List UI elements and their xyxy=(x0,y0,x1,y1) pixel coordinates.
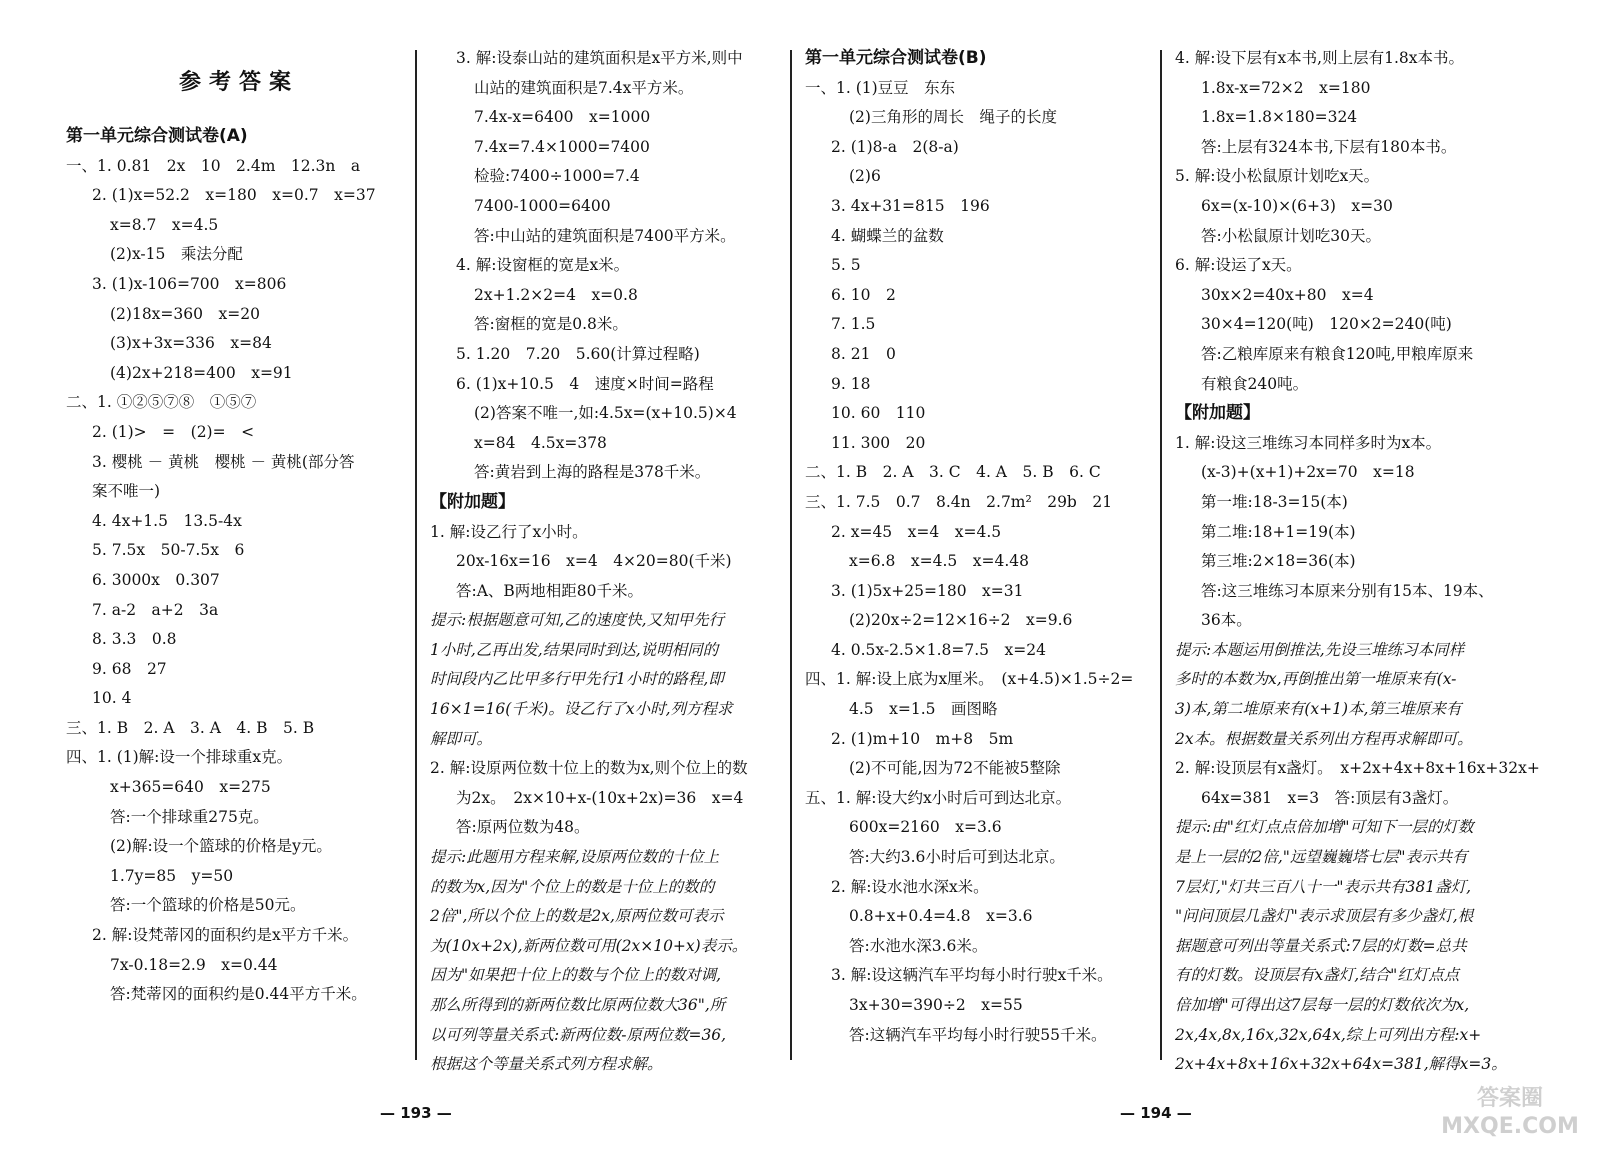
answer-line: 第三堆:2×18=36(本) xyxy=(1201,552,1356,571)
answer-line: 4. 蝴蝶兰的盆数 xyxy=(831,226,944,245)
answer-line: 3. 解:设这辆汽车平均每小时行驶x千米。 xyxy=(831,966,1113,985)
answer-line: 2. (1)m+10 m+8 5m xyxy=(831,729,1014,748)
answer-line: 6. (1)x+10.5 4 速度×时间=路程 xyxy=(456,374,714,393)
hint-line: 因为"如果把十位上的数与个位上的数对调, xyxy=(430,966,722,985)
answer-line: 答:黄岩到上海的路程是378千米。 xyxy=(474,463,711,482)
answer-line: 0.8+x+0.4=4.8 x=3.6 xyxy=(849,907,1033,926)
answer-line: 案不唯一) xyxy=(92,482,161,501)
hint-line: 2x+4x+8x+16x+32x+64x=381,解得x=3。 xyxy=(1175,1055,1507,1074)
answer-line: 5. 1.20 7.20 5.60(计算过程略) xyxy=(456,344,700,363)
hint-line: 提示:根据题意可知,乙的速度快,又知甲先行 xyxy=(430,611,725,630)
answer-line: 2. (1)x=52.2 x=180 x=0.7 x=37 xyxy=(92,186,376,205)
answer-line: (2)答案不唯一,如:4.5x=(x+10.5)×4 xyxy=(474,404,737,423)
answer-line: 2. 解:设梵蒂冈的面积约是x平方千米。 xyxy=(92,926,359,945)
answer-line: (2)x-15 乘法分配 xyxy=(110,245,243,264)
answer-line: 36本。 xyxy=(1201,611,1252,630)
answer-line: (4)2x+218=400 x=91 xyxy=(110,363,293,382)
hint-line: 以可列等量关系式:新两位数-原两位数=36, xyxy=(430,1025,727,1044)
answer-line: 二、1. ①②⑤⑦⑧ ①⑤⑦ xyxy=(66,393,257,412)
hint-line: 提示:由"红灯点点倍加增"可知下一层的灯数 xyxy=(1175,818,1474,837)
answer-line: 答:一个排球重275克。 xyxy=(110,807,269,826)
answer-line: 答:乙粮库原来有粮食120吨,甲粮库原来 xyxy=(1201,344,1474,363)
answer-line: 2. (1)8-a 2(8-a) xyxy=(831,137,959,156)
answer-line: 7. 1.5 xyxy=(831,315,876,334)
hint-line: 为(10x+2x),新两位数可用(2x×10+x)表示。 xyxy=(430,936,748,955)
answer-line: 2. (1)> = (2)= < xyxy=(92,422,255,441)
answer-line: 有粮食240吨。 xyxy=(1201,374,1309,393)
hint-line: 提示:本题运用倒推法,先设三堆练习本同样 xyxy=(1175,640,1465,659)
answer-line: 6. 10 2 xyxy=(831,285,896,304)
answer-line: 10. 60 110 xyxy=(831,404,926,423)
answer-line: 64x=381 x=3 答:顶层有3盏灯。 xyxy=(1201,788,1459,807)
answer-line: 4. 0.5x-2.5×1.8=7.5 x=24 xyxy=(831,640,1046,659)
answer-line: 第一堆:18-3=15(本) xyxy=(1201,492,1348,511)
answer-line: 答:这辆汽车平均每小时行驶55千米。 xyxy=(849,1025,1107,1044)
answer-line: 5. 7.5x 50-7.5x 6 xyxy=(92,541,245,560)
answer-line: 为2x。 2x×10+x-(10x+2x)=36 x=4 xyxy=(456,788,744,807)
answer-line: 11. 300 20 xyxy=(831,433,926,452)
section-heading: 【附加题】 xyxy=(430,491,515,512)
answer-line: 答:水池水深3.6米。 xyxy=(849,936,988,955)
answer-line: 7. a-2 a+2 3a xyxy=(92,600,219,619)
answer-line: 600x=2160 x=3.6 xyxy=(849,818,1002,837)
answer-line: 2. 解:设原两位数十位上的数为x,则个位上的数 xyxy=(430,759,748,778)
answer-line: 答:一个篮球的价格是50元。 xyxy=(110,896,306,915)
hint-line: 16×1=16(千米)。设乙行了x小时,列方程求 xyxy=(430,700,733,719)
answer-line: 1. 解:设这三堆练习本同样多时为x本。 xyxy=(1175,433,1442,452)
answer-line: 四、1. (1)解:设一个排球重x克。 xyxy=(66,748,293,767)
hint-line: 是上一层的2倍,"远望巍巍塔七层"表示共有 xyxy=(1175,848,1468,867)
answer-line: (2)解:设一个篮球的价格是y元。 xyxy=(110,837,332,856)
hint-line: 2x,4x,8x,16x,32x,64x,综上可列出方程:x+ xyxy=(1175,1025,1482,1044)
answer-line: 4. 4x+1.5 13.5-4x xyxy=(92,511,242,530)
answer-line: 8. 3.3 0.8 xyxy=(92,630,177,649)
answer-line: 4.5 x=1.5 画图略 xyxy=(849,700,998,719)
column-4 xyxy=(1175,44,1575,1080)
answer-line: 三、1. 7.5 0.7 8.4n 2.7m² 29b 21 xyxy=(805,492,1113,511)
answer-line: 30×4=120(吨) 120×2=240(吨) xyxy=(1201,315,1452,334)
answer-line: 30x×2=40x+80 x=4 xyxy=(1201,285,1374,304)
answer-line: 1. 解:设乙行了x小时。 xyxy=(430,522,588,541)
answer-line: 6. 解:设运了x天。 xyxy=(1175,256,1302,275)
answer-line: 二、1. B 2. A 3. C 4. A 5. B 6. C xyxy=(805,463,1101,482)
answer-line: 2. x=45 x=4 x=4.5 xyxy=(831,522,1002,541)
watermark-line1: 答案圈 xyxy=(1476,1086,1543,1111)
answer-line: 6. 3000x 0.307 xyxy=(92,570,220,589)
answer-line: 答:小松鼠原计划吃30天。 xyxy=(1201,226,1381,245)
page-title: 参考答案 xyxy=(178,70,299,95)
answer-line: x+365=640 x=275 xyxy=(110,778,271,797)
answer-line: (3)x+3x=336 x=84 xyxy=(110,334,272,353)
answer-line: 10. 4 xyxy=(92,689,132,708)
answer-line: 2. 解:设水池水深x米。 xyxy=(831,877,989,896)
hint-line: 提示:此题用方程来解,设原两位数的十位上 xyxy=(430,848,720,867)
answer-line: 3. 樱桃 － 黄桃 樱桃 － 黄桃(部分答 xyxy=(92,452,355,471)
answer-line: 5. 解:设小松鼠原计划吃x天。 xyxy=(1175,167,1380,186)
column-divider-center xyxy=(790,50,792,1060)
answer-line: 一、1. (1)豆豆 东东 xyxy=(805,78,956,97)
answer-line: 1.8x-x=72×2 x=180 xyxy=(1201,78,1371,97)
answer-line: 2. 解:设顶层有x盏灯。 x+2x+4x+8x+16x+32x+ xyxy=(1175,759,1540,778)
hint-line: 多时的本数为x,再倒推出第一堆原来有(x- xyxy=(1175,670,1457,689)
hint-line: 2倍",所以个位上的数是2x,原两位数可表示 xyxy=(430,907,724,926)
answer-line: 3. 4x+31=815 196 xyxy=(831,196,990,215)
answer-line: 1.7y=85 y=50 xyxy=(110,866,234,885)
answer-line: 检验:7400÷1000=7.4 xyxy=(474,167,640,186)
answer-line: 答:窗框的宽是0.8米。 xyxy=(474,315,628,334)
answer-line: 1.8x=1.8×180=324 xyxy=(1201,108,1358,127)
answer-line: 一、1. 0.81 2x 10 2.4m 12.3n a xyxy=(66,156,361,175)
answer-line: x=8.7 x=4.5 xyxy=(110,215,219,234)
answer-line: 6x=(x-10)×(6+3) x=30 xyxy=(1201,196,1393,215)
answer-line: 答:这三堆练习本原来分别有15本、19本、 xyxy=(1201,581,1494,600)
column-3 xyxy=(805,44,1155,1050)
answer-line: 四、1. 解:设上底为x厘米。 (x+4.5)×1.5÷2= xyxy=(805,670,1134,689)
hint-line: 那么所得到的新两位数比原两位数大36",所 xyxy=(430,996,726,1014)
watermark-line2: MXQE.COM xyxy=(1441,1114,1579,1139)
answer-line: 3. (1)x-106=700 x=806 xyxy=(92,274,287,293)
hint-line: 的数为x,因为"个位上的数是十位上的数的 xyxy=(430,877,715,896)
hint-line: 时间段内乙比甲多行甲先行1小时的路程,即 xyxy=(430,670,724,689)
column-1 xyxy=(66,44,412,1010)
answer-line: 第二堆:18+1=19(本) xyxy=(1201,522,1356,541)
hint-line: 根据这个等量关系式列方程求解。 xyxy=(430,1055,663,1074)
column-divider-left xyxy=(415,50,417,1060)
hint-line: 有的灯数。设顶层有x盏灯,结合"红灯点点 xyxy=(1175,966,1460,985)
hint-line: 7层灯,"灯共三百八十一"表示共有381盏灯, xyxy=(1175,877,1472,896)
answer-line: (2)20x÷2=12×16÷2 x=9.6 xyxy=(849,611,1073,630)
answer-line: 7.4x-x=6400 x=1000 xyxy=(474,108,651,127)
answer-line: (2)三角形的周长 绳子的长度 xyxy=(849,108,1057,127)
answer-line: 答:上层有324本书,下层有180本书。 xyxy=(1201,137,1457,156)
answer-line: 答:A、B两地相距80千米。 xyxy=(456,581,644,600)
hint-line: 解即可。 xyxy=(430,729,493,748)
answer-line: 7x-0.18=2.9 x=0.44 xyxy=(110,955,278,974)
answer-line: 答:中山站的建筑面积是7400平方米。 xyxy=(474,226,736,245)
answer-line: 三、1. B 2. A 3. A 4. B 5. B xyxy=(66,718,315,737)
hint-line: 据题意可列出等量关系式:7层的灯数=总共 xyxy=(1175,936,1467,955)
answer-line: 9. 18 xyxy=(831,374,871,393)
page-number-left: — 193 — xyxy=(380,1104,452,1122)
answer-line: 五、1. 解:设大约x小时后可到达北京。 xyxy=(805,788,1072,807)
answer-line: (2)不可能,因为72不能被5整除 xyxy=(849,759,1061,778)
section-heading: 【附加题】 xyxy=(1175,403,1260,424)
watermark-logo xyxy=(1430,1085,1590,1145)
answer-line: 9. 68 27 xyxy=(92,659,167,678)
answer-line: (2)6 xyxy=(849,167,881,186)
answer-line: 山站的建筑面积是7.4x平方米。 xyxy=(474,78,694,97)
answer-line: 20x-16x=16 x=4 4×20=80(千米) xyxy=(456,552,732,571)
answer-line: x=84 4.5x=378 xyxy=(474,433,607,452)
section-heading: 第一单元综合测试卷(B) xyxy=(805,48,987,68)
column-2 xyxy=(430,44,780,1080)
column-divider-right xyxy=(1160,50,1162,1060)
page-number-right: — 194 — xyxy=(1120,1104,1192,1122)
answer-line: 答:梵蒂冈的面积约是0.44平方千米。 xyxy=(110,985,367,1004)
answer-line: 答:原两位数为48。 xyxy=(456,818,590,837)
hint-line: 1小时,乙再出发,结果同时到达,说明相同的 xyxy=(430,640,719,659)
answer-line: 5. 5 xyxy=(831,256,861,275)
hint-line: 倍加增"可得出这7层每一层的灯数依次为x, xyxy=(1175,996,1470,1014)
answer-line: x=6.8 x=4.5 x=4.48 xyxy=(849,552,1029,571)
answer-line: (2)18x=360 x=20 xyxy=(110,304,260,323)
hint-line: 3)本,第二堆原来有(x+1)本,第三堆原来有 xyxy=(1175,700,1462,719)
answer-line: (x-3)+(x+1)+2x=70 x=18 xyxy=(1201,463,1415,482)
answer-line: 7.4x=7.4×1000=7400 xyxy=(474,137,650,156)
answer-line: 4. 解:设窗框的宽是x米。 xyxy=(456,256,630,275)
hint-line: "问问顶层几盏灯"表示求顶层有多少盏灯,根 xyxy=(1175,907,1474,926)
answer-line: 答:大约3.6小时后可到达北京。 xyxy=(849,848,1065,867)
answer-line: 3. (1)5x+25=180 x=31 xyxy=(831,581,1024,600)
answer-line: 7400-1000=6400 xyxy=(474,196,611,215)
hint-line: 2x本。根据数量关系列出方程再求解即可。 xyxy=(1175,729,1473,748)
section-heading: 第一单元综合测试卷(A) xyxy=(66,126,248,146)
answer-line: 8. 21 0 xyxy=(831,344,896,363)
answer-line: 2x+1.2×2=4 x=0.8 xyxy=(474,285,638,304)
answer-line: 4. 解:设下层有x本书,则上层有1.8x本书。 xyxy=(1175,49,1464,67)
answer-line: 3x+30=390÷2 x=55 xyxy=(849,996,1023,1014)
answer-line: 3. 解:设泰山站的建筑面积是x平方米,则中 xyxy=(456,49,743,67)
